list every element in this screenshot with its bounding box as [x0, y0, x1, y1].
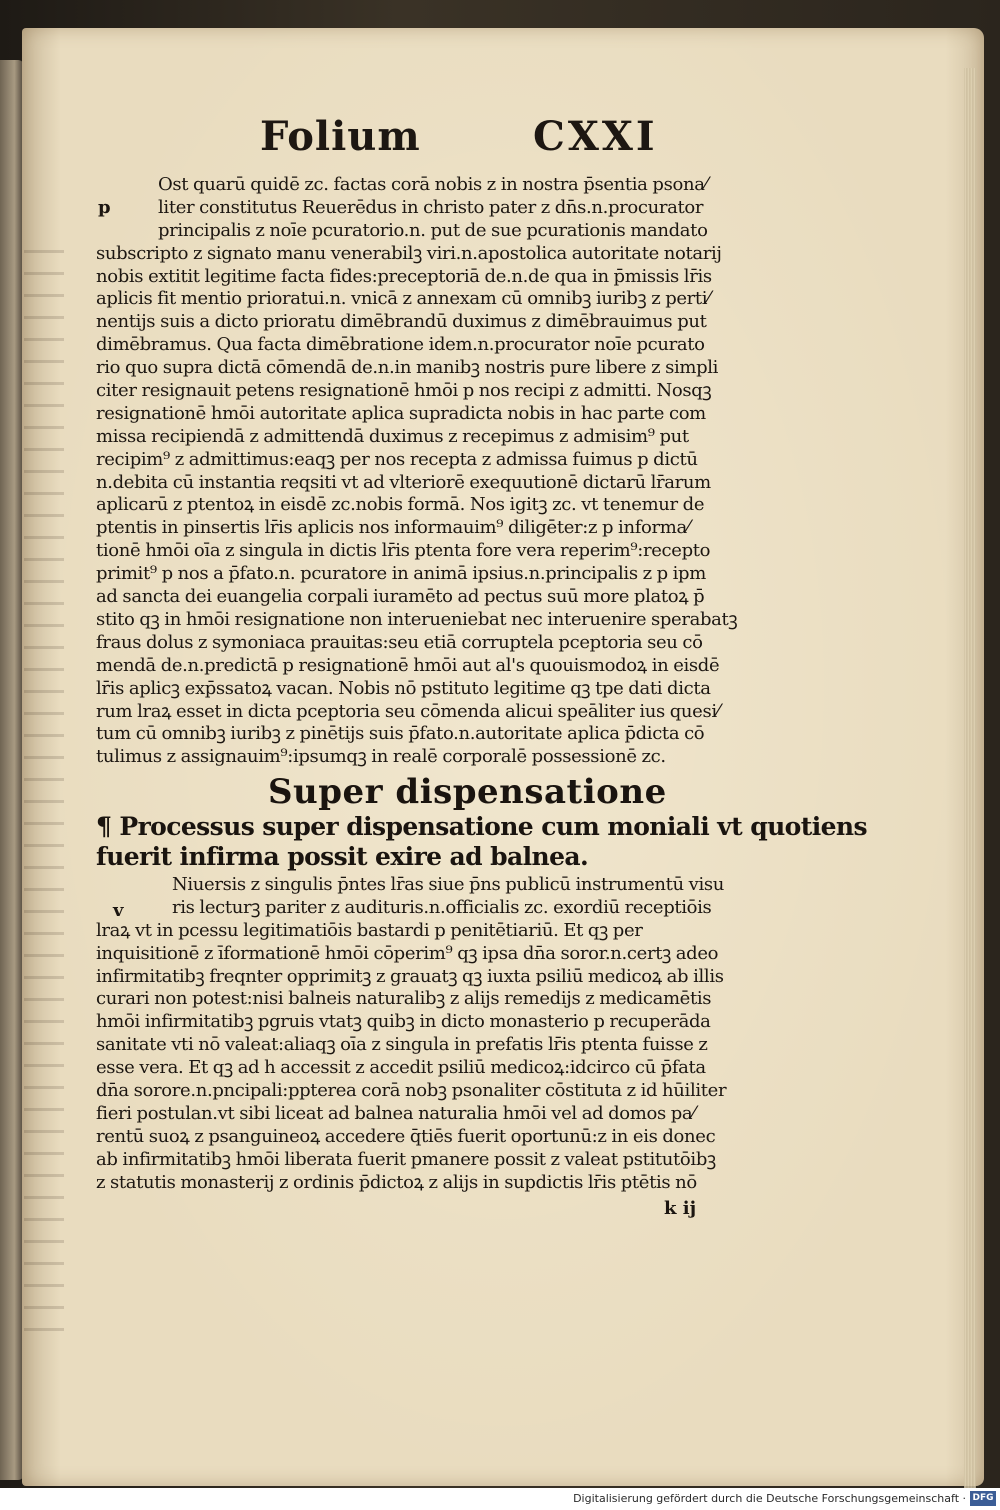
text-line: stito qꝫ in hmōi resignatione non interueniebat nec interuenire sperabatꝫ: [96, 608, 738, 630]
text-line: aplicis fit mentio prioratui.n. vnicā z annexam cū omnibꝫ iuribꝫ z perti⁄: [96, 288, 710, 310]
text-line: tulimus z assignauim⁹:ipsumqꝫ in realē corporalē possessionē zc.: [96, 746, 666, 768]
body-text-block-2: [172, 874, 768, 920]
text-line: nentijs suis a dicto prioratu dimēbrandū duximus z dimēbrauimus put: [96, 311, 707, 333]
text-line: mendā de.n.predictā p resignationē hmōi aut al's quouismodoꝝ in eisdē: [96, 654, 720, 676]
text-line: citer resignauit petens resignationē hmōi p nos recipi z admitti. Nosqꝫ: [96, 380, 712, 402]
body-text-block-1: [158, 174, 768, 243]
dfg-logo: DFG: [970, 1491, 996, 1506]
text-line: tum cū omnibꝫ iuribꝫ z pinētijs suis p̄fato.n.autoritate aplica p̄dicta cō: [96, 723, 705, 745]
text-line: aplicarū z ptentoꝝ in eisdē zc.nobis formā. Nos igitꝫ zc. vt tenemur de: [96, 494, 705, 516]
text-line: Niuersis z singulis p̄ntes lr̄as siue p̄ns publicū instrumentū visu: [172, 874, 725, 895]
section-subheading-cont: fuerit infirma possit exire ad balnea.: [96, 842, 589, 871]
text-line: lraꝝ vt in pcessu legitimatiōis bastardi p penitētiariū. Et qꝫ per: [96, 919, 643, 941]
text-line: ad sancta dei euangelia corpali iuramēto ad pectus suū more platoꝝ p̄: [96, 586, 705, 608]
text-line: rum lraꝝ esset in dicta pceptoria seu cōmenda alicui speāliter ius quesi⁄: [96, 700, 720, 722]
text-line: fieri postulan.vt sibi liceat ad balnea naturalia hmōi vel ad domos pa⁄: [96, 1102, 695, 1124]
text-line: n.debita cū instantia reqsiti vt ad vlteriorē exequutionē dictarū lr̄arum: [96, 471, 711, 493]
text-line: missa recipiendā z admittendā duximus z recepimus z admisim⁹ put: [96, 425, 689, 447]
text-line: rio quo supra dictā cōmendā de.n.in manibꝫ nostris pure libere z simpli: [96, 357, 719, 379]
text-line: nobis extitit legitime facta fides:preceptoriā de.n.de qua in p̄missis lr̄is: [96, 265, 712, 287]
text-line: principalis z noīe pcuratorio.n. put de sue pcurationis mandato: [158, 219, 708, 241]
text-line: dn̄a sorore.n.pncipali:ppterea corā nobꝫ psonaliter cōstituta z id hūiliter: [96, 1080, 727, 1102]
section-subheading: ¶ Processus super dispensatione cum moniali vt quotiens: [96, 812, 867, 841]
footer-bar: [0, 1488, 1000, 1510]
section-heading: Super dispensatione: [268, 772, 667, 812]
body-text-block-2-cont: [96, 920, 768, 1195]
text-line: dimēbramus. Qua facta dimēbratione idem.n.procurator noīe pcurato: [96, 334, 705, 356]
margin-bleed: [24, 250, 64, 1350]
page-fore-edge: [964, 68, 976, 1488]
text-line: fraus dolus z symoniaca prauitas:seu etiā corruptela pceptoria seu cō: [96, 631, 703, 653]
text-line: ab infirmitatibꝫ hmōi liberata fuerit pmanere possit z valeat pstitutōibꝫ: [96, 1148, 716, 1170]
text-line: sanitate vti nō valeat:aliaqꝫ oīa z singula in prefatis lr̄is ptenta fuisse z: [96, 1034, 708, 1056]
text-line: z statutis monasterij z ordinis p̄dictoꝝ z alijs in supdictis lr̄is ptētis nō: [96, 1171, 697, 1193]
text-line: rentū suoꝝ z psanguineoꝝ accedere q̄tiēs fuerit oportunū:z in eis donec: [96, 1125, 716, 1147]
text-line: primit⁹ p nos a p̄fato.n. pcuratore in animā ipsius.n.principalis z p ipm: [96, 563, 706, 585]
text-line: infirmitatibꝫ freqnter opprimitꝫ z grauatꝫ qꝫ iuxta psiliū medicoꝝ ab illis: [96, 965, 724, 987]
text-line: recipim⁹ z admittimus:eaqꝫ per nos recepta z admissa fuimus p dictū: [96, 448, 698, 470]
text-line: curari non potest:nisi balneis naturalibꝫ z alijs remedijs z medicamētis: [96, 988, 712, 1010]
text-line: ptentis in pinsertis lr̄is aplicis nos informauim⁹ diligēter:z p informa⁄: [96, 517, 690, 539]
text-line: subscripto z signato manu venerabilꝫ viri.n.apostolica autoritate notarij: [96, 242, 722, 264]
running-title: Folium: [260, 113, 421, 160]
text-line: lr̄is aplicꝫ exp̄ssatoꝝ vacan. Nobis nō pstituto legitime qꝫ tpe dati dicta: [96, 677, 711, 699]
text-line: resignationē hmōi autoritate aplica supradicta nobis in hac parte com: [96, 402, 706, 424]
body-text-block-1-cont: [96, 243, 768, 769]
funding-credit: Digitalisierung gefördert durch die Deutsche Forschungsgemeinschaft ·: [573, 1492, 966, 1505]
text-line: liter constitutus Reuerēdus in christo pater z dn̄s.n.procurator: [158, 196, 704, 218]
text-line: hmōi infirmitatibꝫ pgruis vtatꝫ quibꝫ in dicto monasterio p recuperāda: [96, 1011, 711, 1033]
text-line: esse vera. Et qꝫ ad h̄ accessit z accedit psiliū medicoꝝ:idcirco cū p̄fata: [96, 1057, 706, 1079]
signature-mark: k ij: [664, 1198, 697, 1219]
text-line: inquisitionē z īformationē hmōi cōperim⁹ qꝫ ipsa dn̄a soror.n.certꝫ adeo: [96, 942, 719, 964]
text-line: tionē hmōi oīa z singula in dictis lr̄is ptenta fore vera reperim⁹:recepto: [96, 540, 711, 562]
folio-number: CXXI: [533, 113, 658, 160]
left-page-edge: [0, 60, 24, 1480]
page-header: [0, 113, 1000, 173]
initial-letter-guide: p: [98, 197, 111, 218]
initial-letter-guide: v: [113, 900, 124, 921]
text-line: Ost quarū quidē zc. factas corā nobis z in nostra p̄sentia psona⁄: [158, 174, 708, 195]
text-line: ris lecturꝫ pariter z audituris.n.officialis zc. exordiū receptiōis: [172, 896, 712, 918]
